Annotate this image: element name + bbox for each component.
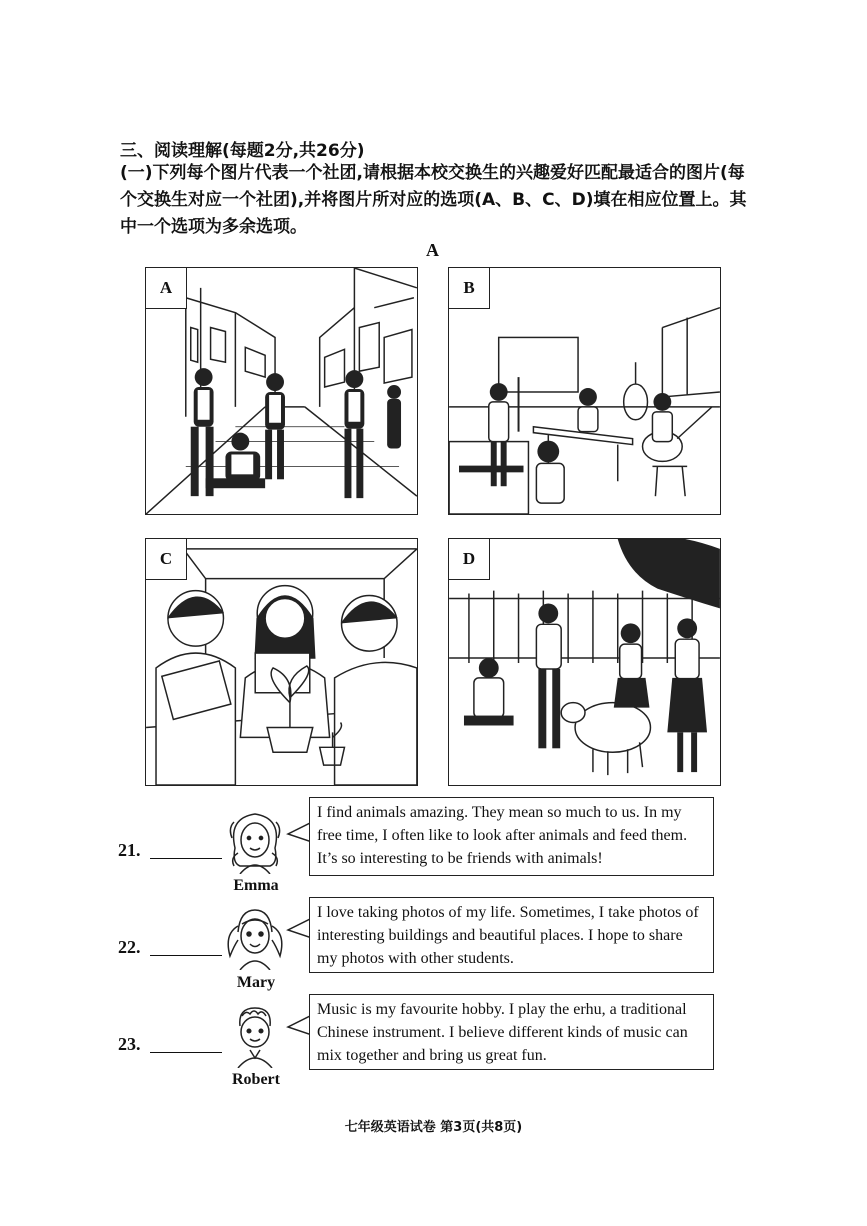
mary-avatar: [220, 904, 290, 970]
speech-bubble: Music is my favourite hobby. I play the erhu, a traditional Chinese instrument. I believe different kinds of music can mix together and bring us great fun.: [309, 994, 714, 1070]
section-title: 三、阅读理解(每题2分,共26分): [120, 141, 365, 161]
student-name: Robert: [232, 1071, 280, 1088]
girl-pigtails-avatar-icon: [220, 904, 290, 970]
panel-b: [448, 267, 721, 515]
panel-letter: C: [146, 539, 187, 580]
student-name: Emma: [233, 877, 279, 894]
emma-avatar: [220, 808, 290, 874]
page-footer: 七年级英语试卷 第3页(共8页): [344, 1120, 523, 1135]
panel-letter: B: [449, 268, 490, 309]
panel-a: [145, 267, 418, 515]
question-number: 21.: [118, 840, 141, 860]
panel-d: [448, 538, 721, 786]
panel-letter: A: [146, 268, 187, 309]
panel-c: [145, 538, 418, 786]
panel-letter: D: [449, 539, 490, 580]
section-instructions: (一)下列每个图片代表一个社团,请根据本校交换生的兴趣爱好匹配最适合的图片(每个交换生对应一个社团),并将图片所对应的选项(A、B、C、D)填在相应位置上。其中一个选项为多余选项。: [120, 163, 747, 237]
girl-avatar-icon: [220, 808, 290, 874]
answer-blank-21[interactable]: [150, 858, 222, 859]
speech-bubble: I love taking photos of my life. Sometimes, I take photos of interesting buildings and beautiful places. I hope to share my photos with other students.: [309, 897, 714, 973]
boy-avatar-icon: [220, 1002, 290, 1068]
student-name: Mary: [236, 974, 276, 991]
robert-avatar: [220, 1002, 290, 1068]
set-label: A: [426, 240, 439, 260]
question-number: 22.: [118, 937, 141, 957]
speech-bubble: I find animals amazing. They mean so much to us. In my free time, I often like to look after animals and feed them. It’s so interesting to be friends with animals!: [309, 797, 714, 876]
question-number: 23.: [118, 1034, 141, 1054]
answer-blank-22[interactable]: [150, 955, 222, 956]
answer-blank-23[interactable]: [150, 1052, 222, 1053]
